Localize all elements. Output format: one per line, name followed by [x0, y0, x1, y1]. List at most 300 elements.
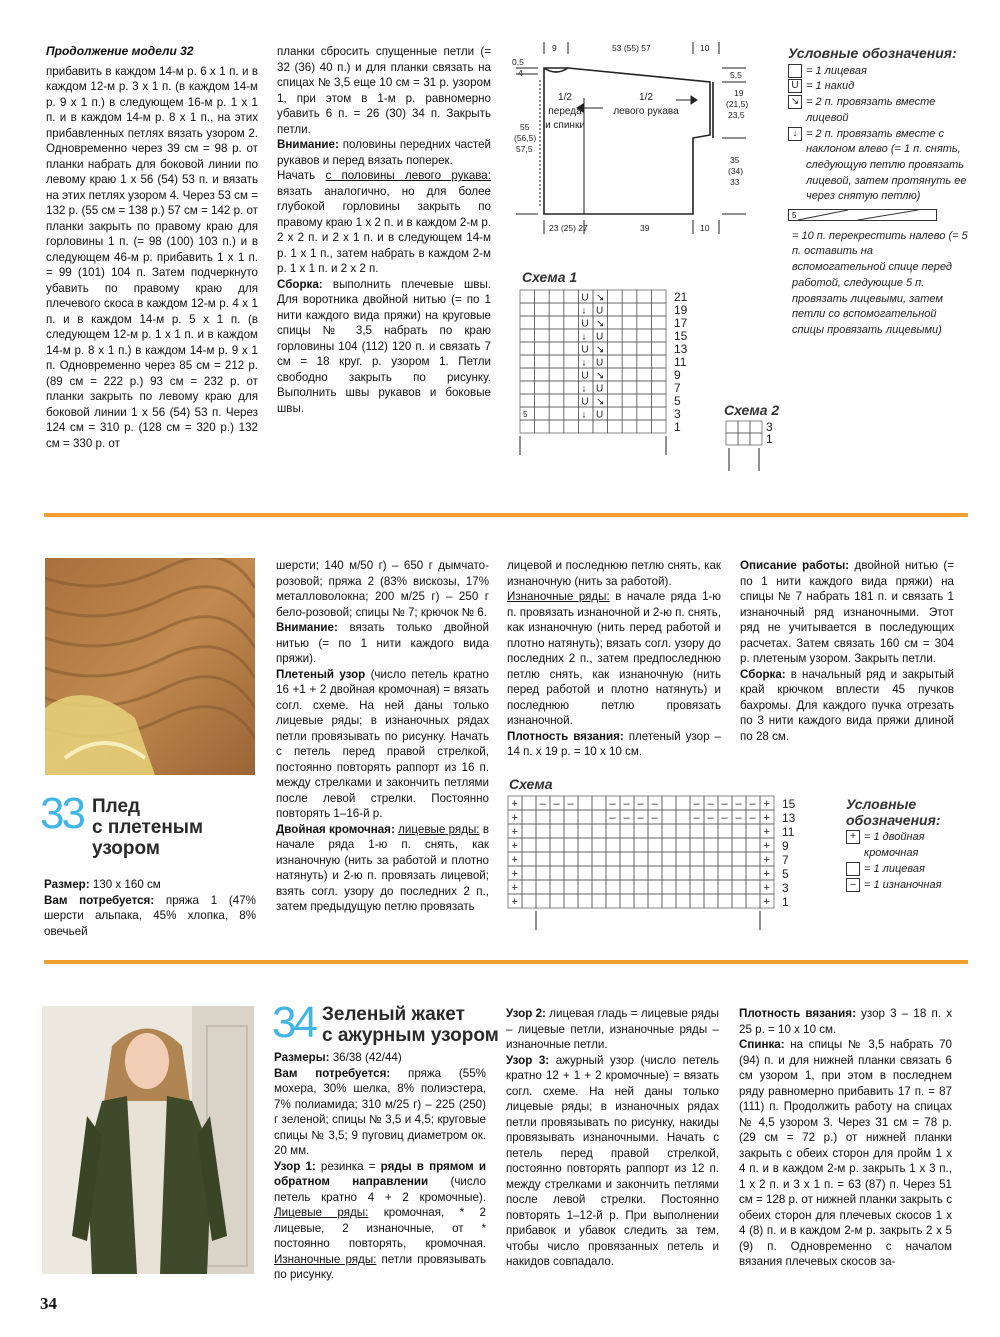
- pattern1-text-c: кромочная, * 2 лицевые, 2 изнаночные, от * постоянно повторять, кромочная.: [274, 1206, 486, 1250]
- schema2-cell: [726, 421, 738, 433]
- schema33-cell: [606, 880, 620, 894]
- schema1-cell: [520, 303, 535, 316]
- ssk-mark: ↓: [581, 357, 587, 369]
- purl-symbol-icon: –: [846, 878, 860, 892]
- legend33-title-2: обозначения:: [846, 811, 941, 828]
- schema1-cell: [549, 329, 564, 342]
- edge-mark: +: [511, 812, 518, 824]
- yarn-over-mark: U: [581, 292, 589, 304]
- schema1-cell: [651, 407, 666, 420]
- schema1-cell: [651, 394, 666, 407]
- schema33-cell: [704, 824, 718, 838]
- schema33-cell: [564, 866, 578, 880]
- schema1-cell: [651, 329, 666, 342]
- dim-right-3: (21,5): [726, 99, 749, 109]
- label-front-2: переда: [548, 106, 582, 117]
- schema1-cell: [637, 303, 652, 316]
- schema1-row-label: 19: [674, 303, 688, 317]
- dim-right-7: 33: [730, 177, 740, 187]
- needs-text: пряжа 1 (47% шерсти альпака, 45% хлопка, 8% овечьей: [44, 893, 256, 938]
- schema33-cell: [648, 880, 662, 894]
- schema1-cell: [520, 381, 535, 394]
- schema1-cell: [651, 368, 666, 381]
- schema33-cell: [550, 810, 564, 824]
- schema1-cell: [535, 329, 550, 342]
- dim-bottom-1: 23 (25) 27: [549, 223, 588, 233]
- sizes-label: Размеры:: [274, 1051, 330, 1064]
- dim-right-6: (34): [728, 166, 744, 176]
- schema33-cell: [690, 894, 704, 908]
- schema33-cell: [536, 894, 550, 908]
- schema33-cell: [522, 894, 536, 908]
- schema1-cell: [651, 381, 666, 394]
- schema1-cell: [637, 290, 652, 303]
- schema33-cell: [536, 824, 550, 838]
- edge-mark: +: [511, 896, 518, 908]
- schema1-cell: [520, 420, 535, 433]
- schema1-cell: [549, 420, 564, 433]
- left-sleeve-text: вязать аналогично, но для более глубокой горловины закрыть по правому краю 1 х 2 п. и в каждом 2-м р. 2 х 2 п. и 2 х 1 п. и в следующем 14-м р. 1 х 1 п., затем набрать в каждом 2-м р. 1 х 1 п. и 2 х 2 п.: [277, 184, 491, 275]
- legend33-item-knit: = 1 лицевая: [864, 862, 925, 875]
- schema33-cell: [676, 838, 690, 852]
- schema33-cell: [732, 852, 746, 866]
- schema33-cell: [536, 866, 550, 880]
- purl-mark: –: [567, 798, 574, 810]
- edge-mark: +: [763, 826, 770, 838]
- schema33-cell: [634, 838, 648, 852]
- plaid-image: [45, 558, 255, 775]
- schema2-row-label: 3: [766, 420, 773, 434]
- schema33-row-label: 15: [782, 797, 796, 811]
- schema33-cell: [662, 852, 676, 866]
- schema1-cell: [535, 381, 550, 394]
- dim-top-1: 9: [552, 43, 557, 53]
- schema33-cell: [746, 852, 760, 866]
- schema33-cell: [606, 866, 620, 880]
- braid-pattern-label: Плетеный узор: [276, 667, 366, 681]
- schema33-row-label: 9: [782, 839, 789, 853]
- schema1-cell: [549, 355, 564, 368]
- schema33-cell: [676, 824, 690, 838]
- schema33-cell: [550, 838, 564, 852]
- schema1-row-label: 7: [674, 381, 681, 395]
- schema2-cell: [750, 433, 762, 445]
- legend-model32: [788, 46, 968, 339]
- edge-mark: +: [763, 896, 770, 908]
- schema1-cell: [651, 420, 666, 433]
- pattern1-text-bold: ряды в прямом и обратном направлении: [274, 1159, 486, 1188]
- schema1-cross-label: 5: [523, 410, 528, 419]
- schema33-cell: [690, 866, 704, 880]
- schema33-cell: [662, 810, 676, 824]
- purl-mark: –: [609, 798, 616, 810]
- cable-cross-symbol-icon: [788, 209, 938, 221]
- schema33-cell: [564, 852, 578, 866]
- jacket-photo: [42, 1006, 254, 1274]
- yarn-over-mark: U: [581, 318, 589, 330]
- model33-column-3: [507, 558, 721, 760]
- label-sleeve-1: 1/2: [639, 92, 653, 103]
- schema1-cell: [651, 316, 666, 329]
- edge-mark: +: [763, 882, 770, 894]
- yarn-over-mark: U: [596, 331, 604, 343]
- schema33-cell: [592, 810, 606, 824]
- schema1-cell: [637, 355, 652, 368]
- needs-text-34: пряжа (55% мохера, 30% шелка, 8% полиэстера, 7% полиамида; 310 м/25 г) – 225 (250) г зеленой; спицы № 3,5 и 4,5; круговые спицы № 3,5; 9 пуговиц диаметром ок. 20 мм.: [274, 1066, 486, 1157]
- purl-mark: –: [735, 812, 742, 824]
- attention-label: Внимание:: [277, 138, 339, 151]
- schema33-cell: [676, 796, 690, 810]
- schema1-cell: [622, 342, 637, 355]
- schema33-cell: [704, 880, 718, 894]
- size-value: 130 х 160 см: [89, 878, 161, 891]
- gauge-label-34: Плотность вязания:: [739, 1007, 856, 1020]
- schema33-row-label: 1: [782, 895, 789, 909]
- schema1-row-label: 5: [674, 394, 681, 408]
- purl-mark: –: [707, 812, 714, 824]
- edge-mark: +: [763, 812, 770, 824]
- schema1-cell: [651, 290, 666, 303]
- label-front-3: и спинки: [545, 120, 585, 131]
- pattern1-text-b: (число петель кратно 4 + 2 кромочные).: [274, 1175, 486, 1204]
- schema33-cell: [592, 894, 606, 908]
- schema33-cell: [690, 852, 704, 866]
- schema1-cell: [593, 420, 608, 433]
- schema1-cell: [564, 316, 579, 329]
- pattern1-text-d: петли провязывать по рисунку.: [274, 1252, 486, 1281]
- schema33-cell: [634, 880, 648, 894]
- legend33-item-edge: = 1 двойная кромочная: [864, 831, 925, 860]
- gauge-text-33: плетеный узор – 14 п. х 19 р. = 10 х 10 см.: [507, 729, 721, 758]
- dim-left-1: 0,5: [512, 57, 524, 67]
- k2tog-mark: ↘: [596, 318, 605, 330]
- schema1-cell: [535, 394, 550, 407]
- yarn-over-mark: U: [581, 396, 589, 408]
- model34-title-line1: Зеленый жакет: [322, 1004, 465, 1025]
- schema2-grid: [722, 419, 782, 475]
- model34-column-2: [274, 1050, 486, 1283]
- yarn-over-mark: U: [596, 305, 604, 317]
- schema33-cell: [662, 838, 676, 852]
- schema33-cell: [634, 866, 648, 880]
- schema1-cell: [622, 381, 637, 394]
- schema1-cell: [535, 355, 550, 368]
- schema33-cell: [746, 880, 760, 894]
- schema1-grid: [516, 286, 706, 472]
- ssk-mark: ↓: [581, 331, 587, 343]
- schema33-cell: [662, 866, 676, 880]
- schema1-cell: [608, 420, 623, 433]
- schema33-cell: [732, 880, 746, 894]
- purl-mark: –: [735, 798, 742, 810]
- pattern3-text: ажурный узор (число петель кратно 12 + 1 + 2 кромочные) = вязать согл. схеме. На ней даны только лицевые ряды; в изнаночных рядах петли провязывать по рисунку, накиды провязывать изнаночными. Начать с петель перед правой стрелкой, постоянно повторять раппорт из 12 п. между стрелками и закончить петлями после левой стрелки. Постоянно повторять 1–12-й р. При выполнении прибавок и убавок следить за тем, чтобы число провязанных петель и накидов совпадало.: [506, 1053, 719, 1268]
- schema33-cell: [578, 852, 592, 866]
- schema33-cell: [578, 880, 592, 894]
- schema33-cell: [592, 880, 606, 894]
- needs-label-34: Вам потребуется:: [274, 1066, 391, 1080]
- k2tog-mark: ↘: [596, 396, 605, 408]
- schema1-cell: [564, 355, 579, 368]
- braid-pattern-text: (число петель кратно 16 +1 + 2 двойная кромочная) = вязать согл. схеме. На ней даны только лицевые ряды; в изнаночных рядах петли провязывать по рисунку. Начать с петель перед правой стрелкой, постоянно повторять раппорт из 16 п. между стрелками и закончить петлями после левой стрелки. Постоянно повторять 1–16-й р.: [276, 667, 489, 820]
- edge-mark: +: [763, 798, 770, 810]
- schema33-cell: [564, 810, 578, 824]
- schema33-row-label: 11: [782, 825, 795, 839]
- schema33-cell: [718, 838, 732, 852]
- schema1-row-label: 15: [674, 329, 688, 343]
- ssk-mark: ↓: [581, 305, 587, 317]
- schema33-cell: [536, 852, 550, 866]
- assembly-text: выполнить плечевые швы. Для воротника двойной нитью (= по 1 нити каждого вида пряжи) на круговые спицы № 3,5 набрать по краю горловины 104 (112) 120 п. и связать 7 см = 18 круг. р. узором 1. Петли свободно закрыть по рисунку. Выполнить швы рукавов и боковые швы.: [277, 277, 491, 415]
- schema33-cell: [592, 796, 606, 810]
- schema33-cell: [732, 894, 746, 908]
- schema33-cell: [620, 852, 634, 866]
- legend-model33: [846, 797, 966, 893]
- schema33-cell: [578, 824, 592, 838]
- edge-mark: +: [763, 840, 770, 852]
- schema1-cell: [549, 368, 564, 381]
- schema1-cell: [564, 420, 579, 433]
- model33-column-2: [276, 558, 489, 915]
- dim-right-2: 19: [734, 88, 744, 98]
- k2tog-symbol-icon: ↘: [788, 95, 802, 109]
- schema1-cell: [520, 355, 535, 368]
- schema1-cell: [549, 316, 564, 329]
- schema1-cell: [520, 394, 535, 407]
- attention-text: половины передних частей рукавов и перед вязать поперек.: [277, 138, 491, 167]
- schema1-cell: [549, 394, 564, 407]
- schema1-cell: [535, 420, 550, 433]
- schema33-cell: [592, 838, 606, 852]
- schema1-cell: [622, 290, 637, 303]
- schema33-cell: [662, 824, 676, 838]
- section-divider-2: [44, 960, 968, 964]
- purl-mark: –: [637, 812, 644, 824]
- assembly-text-33: в начальный ряд и закрытый край крючком вплести 45 пучков бахромы. Для каждого пучка отрезать по 3 нити каждого вида пряжи длиной по 28 см.: [740, 667, 954, 743]
- schema2-row-label: 1: [766, 432, 773, 446]
- pattern1-purl-rows-link: Изнаночные ряды:: [274, 1252, 377, 1266]
- schema33-cell: [704, 852, 718, 866]
- schema33-row-label: 5: [782, 867, 789, 881]
- model33-col3-p1: лицевой и последнюю петлю снять, как изнаночную (нить за работой).: [507, 559, 721, 588]
- model33-column-4: [740, 558, 954, 744]
- schema33-cell: [690, 824, 704, 838]
- schema33-cell: [592, 852, 606, 866]
- schema33-cell: [746, 866, 760, 880]
- schema1-cell: [637, 316, 652, 329]
- schema33-cell: [620, 838, 634, 852]
- schema1-cell: [637, 342, 652, 355]
- pattern2-label: Узор 2:: [506, 1007, 546, 1020]
- assembly-label: Сборка:: [277, 277, 323, 291]
- yarn-over-symbol-icon: U: [788, 79, 802, 93]
- k2tog-mark: ↘: [596, 370, 605, 382]
- legend-item-knit: = 1 лицевая: [806, 64, 867, 77]
- yarn-over-mark: U: [596, 383, 604, 395]
- schema33-cell: [578, 838, 592, 852]
- dim-left-3: 55: [520, 122, 530, 132]
- schema1-cell: [637, 394, 652, 407]
- gauge-label-33: Плотность вязания:: [507, 729, 624, 743]
- schema1-cell: [608, 355, 623, 368]
- schema33-cell: [550, 824, 564, 838]
- dim-right-1: 5,5: [730, 70, 742, 80]
- model34-title-line2: с ажурным узором: [322, 1025, 499, 1046]
- model33-schema-title: Схема: [509, 776, 553, 792]
- schema1-cell: [651, 342, 666, 355]
- attention-text-33: вязать только двойной нитью (= по 1 нити каждого вида пряжи).: [276, 621, 489, 665]
- edge-mark: +: [511, 826, 518, 838]
- schema1-cell: [622, 420, 637, 433]
- dim-bottom-2: 39: [640, 223, 650, 233]
- schema33-cell: [676, 810, 690, 824]
- model32-column-1: [46, 44, 258, 451]
- schema1-cell: [564, 329, 579, 342]
- pattern3-label: Узор 3:: [506, 1053, 550, 1067]
- dim-top-2: 53 (55) 57: [612, 43, 651, 53]
- legend-item-cable: = 10 п. перекрестить налево (= 5 п. оставить на вспомогательной спице перед работой, следующие 5 п. провязать лицевыми, затем петли со вспомогательной спицы провязать лицевыми): [792, 229, 968, 336]
- ssk-mark: ↓: [581, 383, 587, 395]
- edge-mark: +: [511, 840, 518, 852]
- schema1-cell: [535, 342, 550, 355]
- schema33-cell: [578, 810, 592, 824]
- schema33-cell: [550, 894, 564, 908]
- schema33-cell: [732, 838, 746, 852]
- schema33-cell: [690, 880, 704, 894]
- schema33-cell: [606, 838, 620, 852]
- schema1-cell: [637, 407, 652, 420]
- schema33-cell: [662, 894, 676, 908]
- schema33-cell: [746, 824, 760, 838]
- purl-rows-text: в начале ряда 1-ю п. провязать изнаночной и 2-ю п. снять, как изнаночную (нить перед работой и плотно натянуть); вязать согл. узору до последних 2 п., затем предпоследнюю петлю снять, как изнаночную (нить перед работой и плотно натянуть) и последнюю петлю провязать изнаночной.: [507, 590, 721, 727]
- pattern2-text: лицевая гладь = лицевые ряды – лицевые петли, изнаночные ряды – изнаночные петли.: [506, 1007, 720, 1051]
- schema33-cell: [606, 894, 620, 908]
- legend-item-k2tog: = 2 п. провязать вместе лицевой: [806, 96, 936, 124]
- k2tog-mark: ↘: [596, 344, 605, 356]
- attention-label-33: Внимание:: [276, 621, 338, 634]
- schema1-repeat-arrows: [520, 436, 666, 455]
- purl-rows-link: Изнаночные ряды:: [507, 590, 610, 603]
- schema33-row-label: 13: [782, 811, 796, 825]
- schema33-cell: [634, 824, 648, 838]
- jacket-image: [42, 1006, 254, 1274]
- yarn-over-mark: U: [581, 344, 589, 356]
- purl-mark: –: [749, 798, 756, 810]
- pattern1-knit-rows-link: Лицевые ряды:: [274, 1206, 369, 1219]
- schema1-cell: [564, 342, 579, 355]
- model33-title: [92, 796, 203, 859]
- purl-mark: –: [651, 812, 658, 824]
- ssk-mark: ↓: [581, 409, 587, 421]
- label-sleeve-2: левого рукава: [613, 106, 679, 117]
- schema33-cell: [606, 852, 620, 866]
- schema33-cell: [522, 866, 536, 880]
- schema1-cell: [622, 329, 637, 342]
- left-sleeve-link: с половины левого рукава:: [325, 169, 491, 182]
- schema33-cell: [522, 880, 536, 894]
- start-text: Начать: [277, 169, 326, 182]
- schema33-cell: [620, 894, 634, 908]
- schema33-cell: [732, 824, 746, 838]
- dim-right-4: 23,5: [728, 110, 745, 120]
- purl-mark: –: [609, 812, 616, 824]
- model33-title-line2: с плетеным: [92, 817, 204, 838]
- schema33-cell: [522, 852, 536, 866]
- schema33-cell: [564, 894, 578, 908]
- schema1-cell: [637, 368, 652, 381]
- dim-left-2: 4: [518, 68, 523, 78]
- purl-mark: –: [553, 798, 560, 810]
- schema33-cell: [718, 824, 732, 838]
- schema1-cell: [608, 381, 623, 394]
- double-edge-label: Двойная кромочная:: [276, 822, 395, 836]
- model32-text-col2-p1: планки сбросить спущенные петли (= 32 (36) 40 п.) и для планки связать на спицах № 3,5 еще 10 см = 31 р. узором 1, при этом в 1-м р. равномерно убавить 6 п. = 26 (30) 34 п. Закрыть петли.: [277, 45, 491, 136]
- schema2-cell: [750, 421, 762, 433]
- schema33-cell: [648, 824, 662, 838]
- schema33-cell: [634, 852, 648, 866]
- continued-heading: Продолжение модели 32: [46, 44, 194, 58]
- schema1-cell: [608, 342, 623, 355]
- schema1-cell: [535, 290, 550, 303]
- schema1-cell: [564, 368, 579, 381]
- back-label: Спинка:: [739, 1038, 785, 1051]
- schema2-cell: [738, 421, 750, 433]
- schema33-cell: [522, 796, 536, 810]
- schema1-cell: [520, 316, 535, 329]
- schema1-cell: [608, 329, 623, 342]
- schema33-cell: [564, 880, 578, 894]
- legend-item-yo: = 1 накид: [806, 80, 855, 93]
- schema1-cell: [549, 381, 564, 394]
- schema33-cell: [648, 838, 662, 852]
- schema33-cell: [676, 894, 690, 908]
- schema1-cell: [549, 303, 564, 316]
- model34-column-4: [739, 1006, 952, 1270]
- double-edge-text: в начале ряда 1-ю п. снять, как изнаночную (нить за работой и плотно натянуть) и 2-ю п. провязать лицевой; взять согл. узору до последних 2 п., затем предыдущую петлю провязать: [276, 822, 489, 913]
- schema33-cell: [718, 866, 732, 880]
- page-number: 34: [40, 1294, 57, 1313]
- purl-mark: –: [693, 812, 700, 824]
- schema33-cell: [620, 880, 634, 894]
- schema33-cell: [564, 838, 578, 852]
- schema2-title: Схема 2: [724, 402, 780, 418]
- schema1-cell: [637, 420, 652, 433]
- schema1-cell: [535, 407, 550, 420]
- schema1-cell: [549, 290, 564, 303]
- schema1-cell: [535, 316, 550, 329]
- schema1-cell: [535, 303, 550, 316]
- purl-mark: –: [539, 798, 546, 810]
- gauge-text-34: узор 3 – 18 п. х 25 р. = 10 х 10 см.: [739, 1007, 952, 1036]
- schema33-cell: [564, 824, 578, 838]
- schema1-cell: [651, 355, 666, 368]
- schema33-cell: [718, 894, 732, 908]
- schema1-cell: [608, 303, 623, 316]
- plaid-photo: [45, 558, 255, 775]
- dim-left-5: 57,5: [516, 144, 533, 154]
- purl-mark: –: [637, 798, 644, 810]
- model33-title-line1: Плед: [92, 796, 141, 817]
- k2tog-mark: ↘: [596, 292, 605, 304]
- yarn-over-mark: U: [596, 357, 604, 369]
- schema33-cell: [704, 866, 718, 880]
- schema1-cell: [564, 407, 579, 420]
- schema33-cell: [578, 894, 592, 908]
- schema33-cell: [620, 866, 634, 880]
- schema1-cell: [622, 303, 637, 316]
- schema1-cell: [549, 342, 564, 355]
- model34-number: 34: [272, 998, 315, 1047]
- schema1-cell: [564, 381, 579, 394]
